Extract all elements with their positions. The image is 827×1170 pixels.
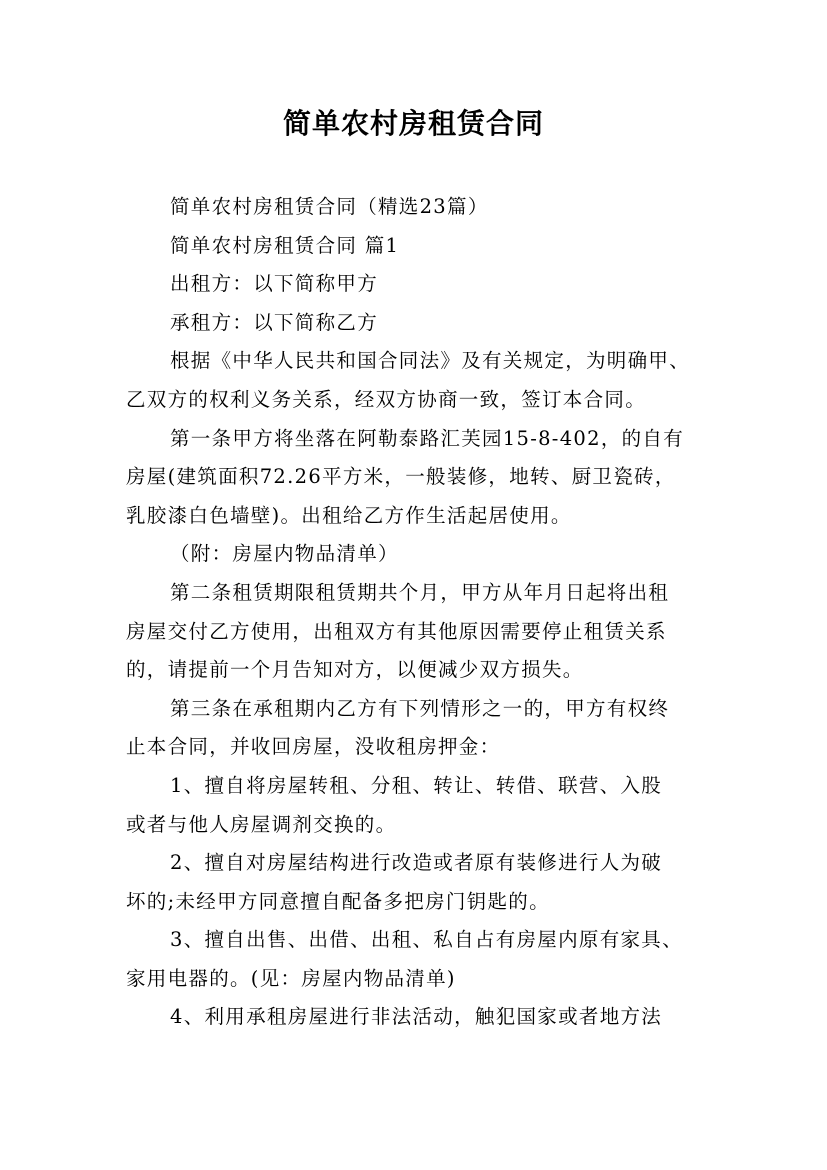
text-line: （附：房屋内物品清单） — [170, 542, 399, 566]
text-line: 2、擅自对房屋结构进行改造或者原有装修进行人为破 — [170, 851, 663, 875]
text-line: 坏的;未经甲方同意擅自配备多把房门钥匙的。 — [126, 889, 550, 913]
document-title: 简单农村房租赁合同 — [282, 107, 544, 140]
text-line: 简单农村房租赁合同 篇1 — [170, 233, 400, 257]
text-line: 房屋(建筑面积72.26平方米，一般装修，地转、厨卫瓷砖， — [126, 465, 676, 489]
text-line: 简单农村房租赁合同（精选23篇） — [170, 195, 489, 218]
text-line: 第二条租赁期限租赁期共个月，甲方从年月日起将出租 — [170, 580, 670, 604]
text-line: 3、擅自出售、出借、出租、私自占有房屋内原有家具、 — [170, 928, 683, 952]
text-line: 的，请提前一个月告知对方，以便减少双方损失。 — [126, 658, 584, 682]
text-line: 第三条在承租期内乙方有下列情形之一的，甲方有权终 — [170, 696, 670, 720]
text-line: 止本合同，并收回房屋，没收租房押金： — [126, 735, 501, 759]
text-line: 房屋交付乙方使用，出租双方有其他原因需要停止租赁关系 — [126, 619, 667, 643]
text-line: 承租方：以下简称乙方 — [170, 310, 379, 334]
text-line: 4、利用承租房屋进行非法活动，触犯国家或者地方法 — [170, 1005, 663, 1029]
document-body — [126, 188, 716, 1037]
text-line: 家用电器的。(见：房屋内物品清单) — [126, 966, 456, 990]
text-line: 乳胶漆白色墙壁)。出租给乙方作生活起居使用。 — [126, 503, 572, 527]
text-line: 出租方：以下简称甲方 — [170, 272, 379, 296]
text-line: 1、擅自将房屋转租、分租、转让、转借、联营、入股 — [170, 773, 663, 797]
text-line: 或者与他人房屋调剂交换的。 — [126, 812, 397, 836]
text-line: 第一条甲方将坐落在阿勒泰路汇芙园15-8-402，的自有 — [170, 426, 685, 450]
text-line: 根据《中华人民共和国合同法》及有关规定，为明确甲、 — [170, 349, 691, 373]
text-line: 乙双方的权利义务关系，经双方协商一致，签订本合同。 — [126, 387, 647, 411]
